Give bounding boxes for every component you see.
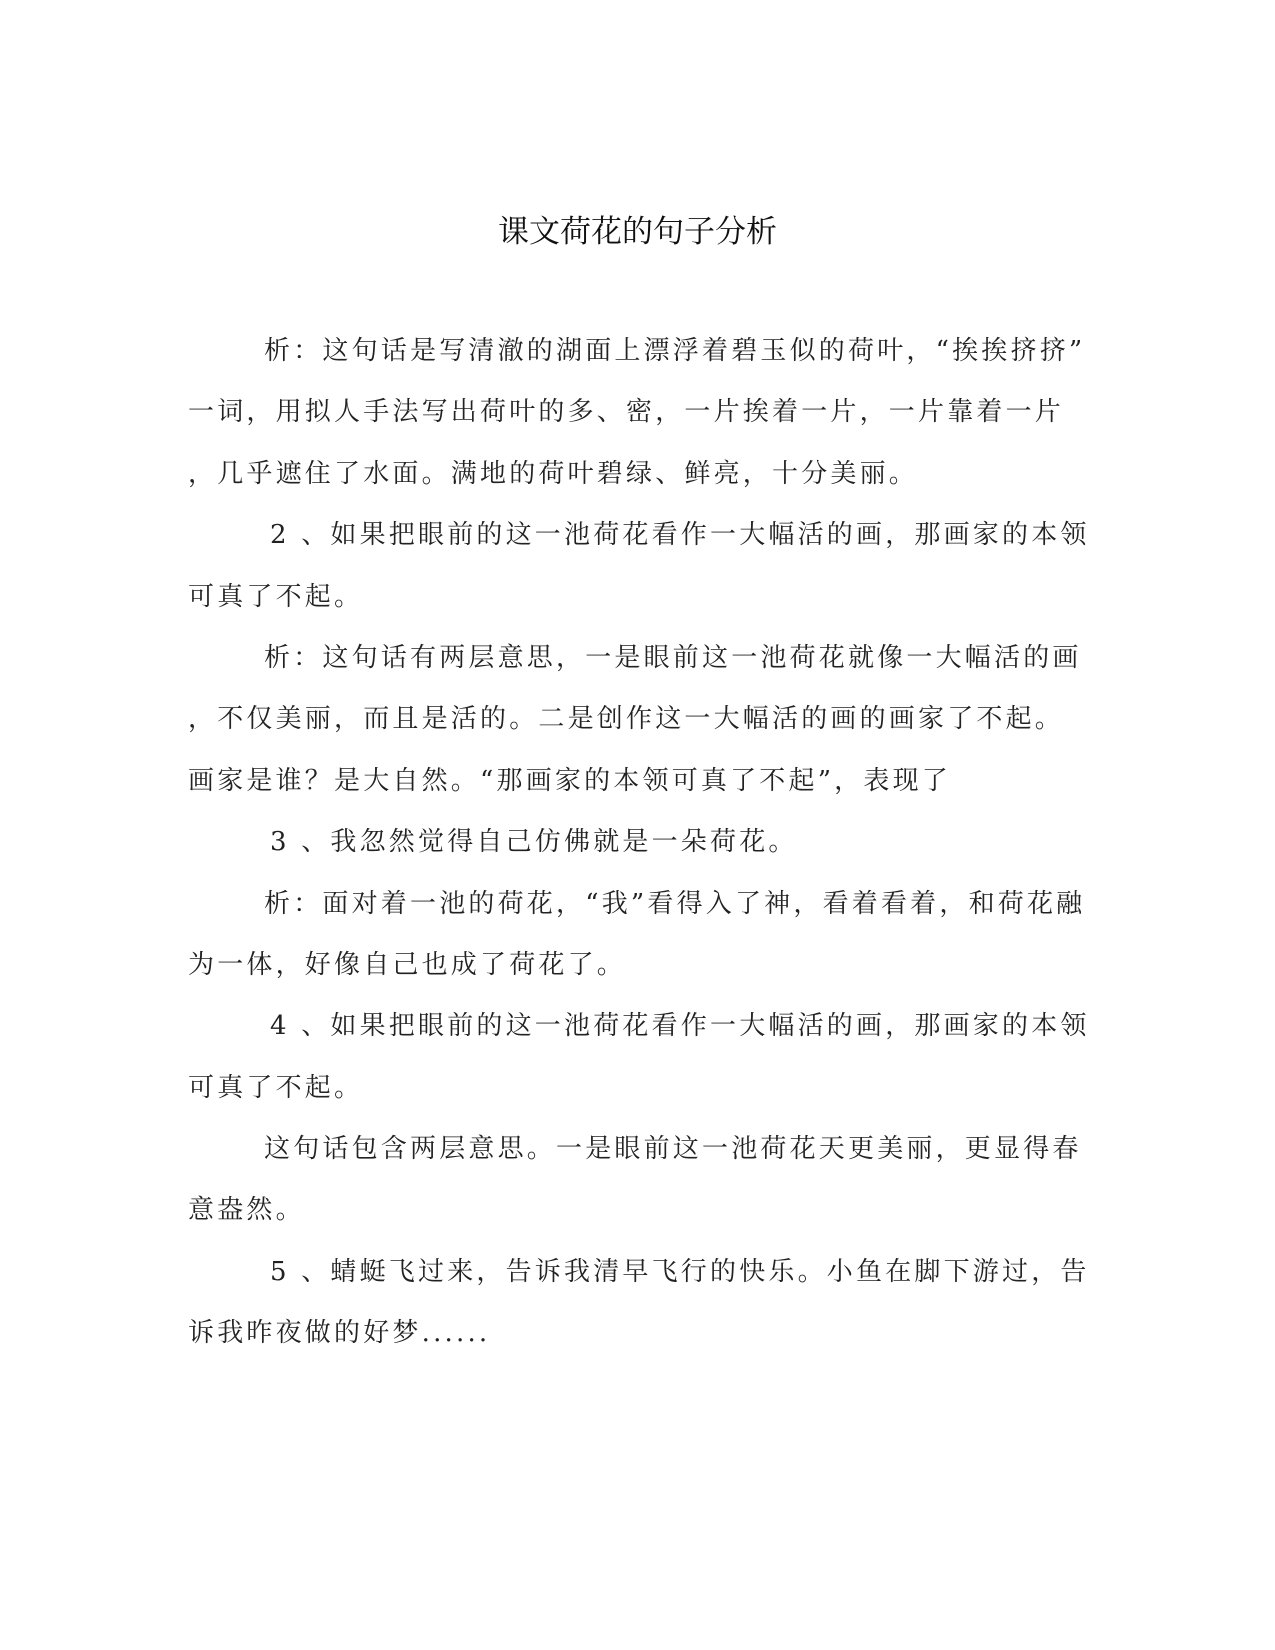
- text-line: 这句话包含两层意思。一是眼前这一池荷花天更美丽，更显得春: [264, 1134, 1082, 1165]
- text-line: 4 、如果把眼前的这一池荷花看作一大幅活的画，那画家的本领: [270, 1011, 1090, 1042]
- text-line: 析：这句话有两层意思，一是眼前这一池荷花就像一大幅活的画: [264, 642, 1082, 673]
- text-line: 3 、我忽然觉得自己仿佛就是一朵荷花。: [270, 827, 798, 858]
- document-title: 课文荷花的句子分析: [498, 214, 777, 250]
- text-line: 析：这句话是写清澈的湖面上漂浮着碧玉似的荷叶，“挨挨挤挤”: [264, 336, 1086, 366]
- text-line: ，几乎遮住了水面。满地的荷叶碧绿、鲜亮，十分美丽。: [188, 458, 919, 489]
- text-line: 析：面对着一池的荷花，“我”看得入了神，看着看着，和荷花融: [264, 888, 1086, 919]
- text-line: 一词，用拟人手法写出荷叶的多、密，一片挨着一片，一片靠着一片: [188, 397, 1065, 428]
- text-line: 意盎然。: [188, 1195, 305, 1226]
- text-line: 为一体，好像自己也成了荷花了。: [188, 949, 627, 980]
- document-body: [188, 327, 1090, 1371]
- text-line: ，不仅美丽，而且是活的。二是创作这一大幅活的画的画家了不起。: [188, 704, 1065, 735]
- text-line: 可真了不起。: [188, 1072, 364, 1103]
- text-line: 画家是谁？是大自然。“那画家的本领可真了不起”，表现了: [188, 765, 951, 796]
- text-line: 5 、蜻蜓飞过来，告诉我清早飞行的快乐。小鱼在脚下游过，告: [270, 1256, 1090, 1287]
- text-line: 诉我昨夜做的好梦......: [188, 1318, 491, 1349]
- text-line: 可真了不起。: [188, 581, 364, 612]
- text-line: 2 、如果把眼前的这一池荷花看作一大幅活的画，那画家的本领: [270, 520, 1090, 551]
